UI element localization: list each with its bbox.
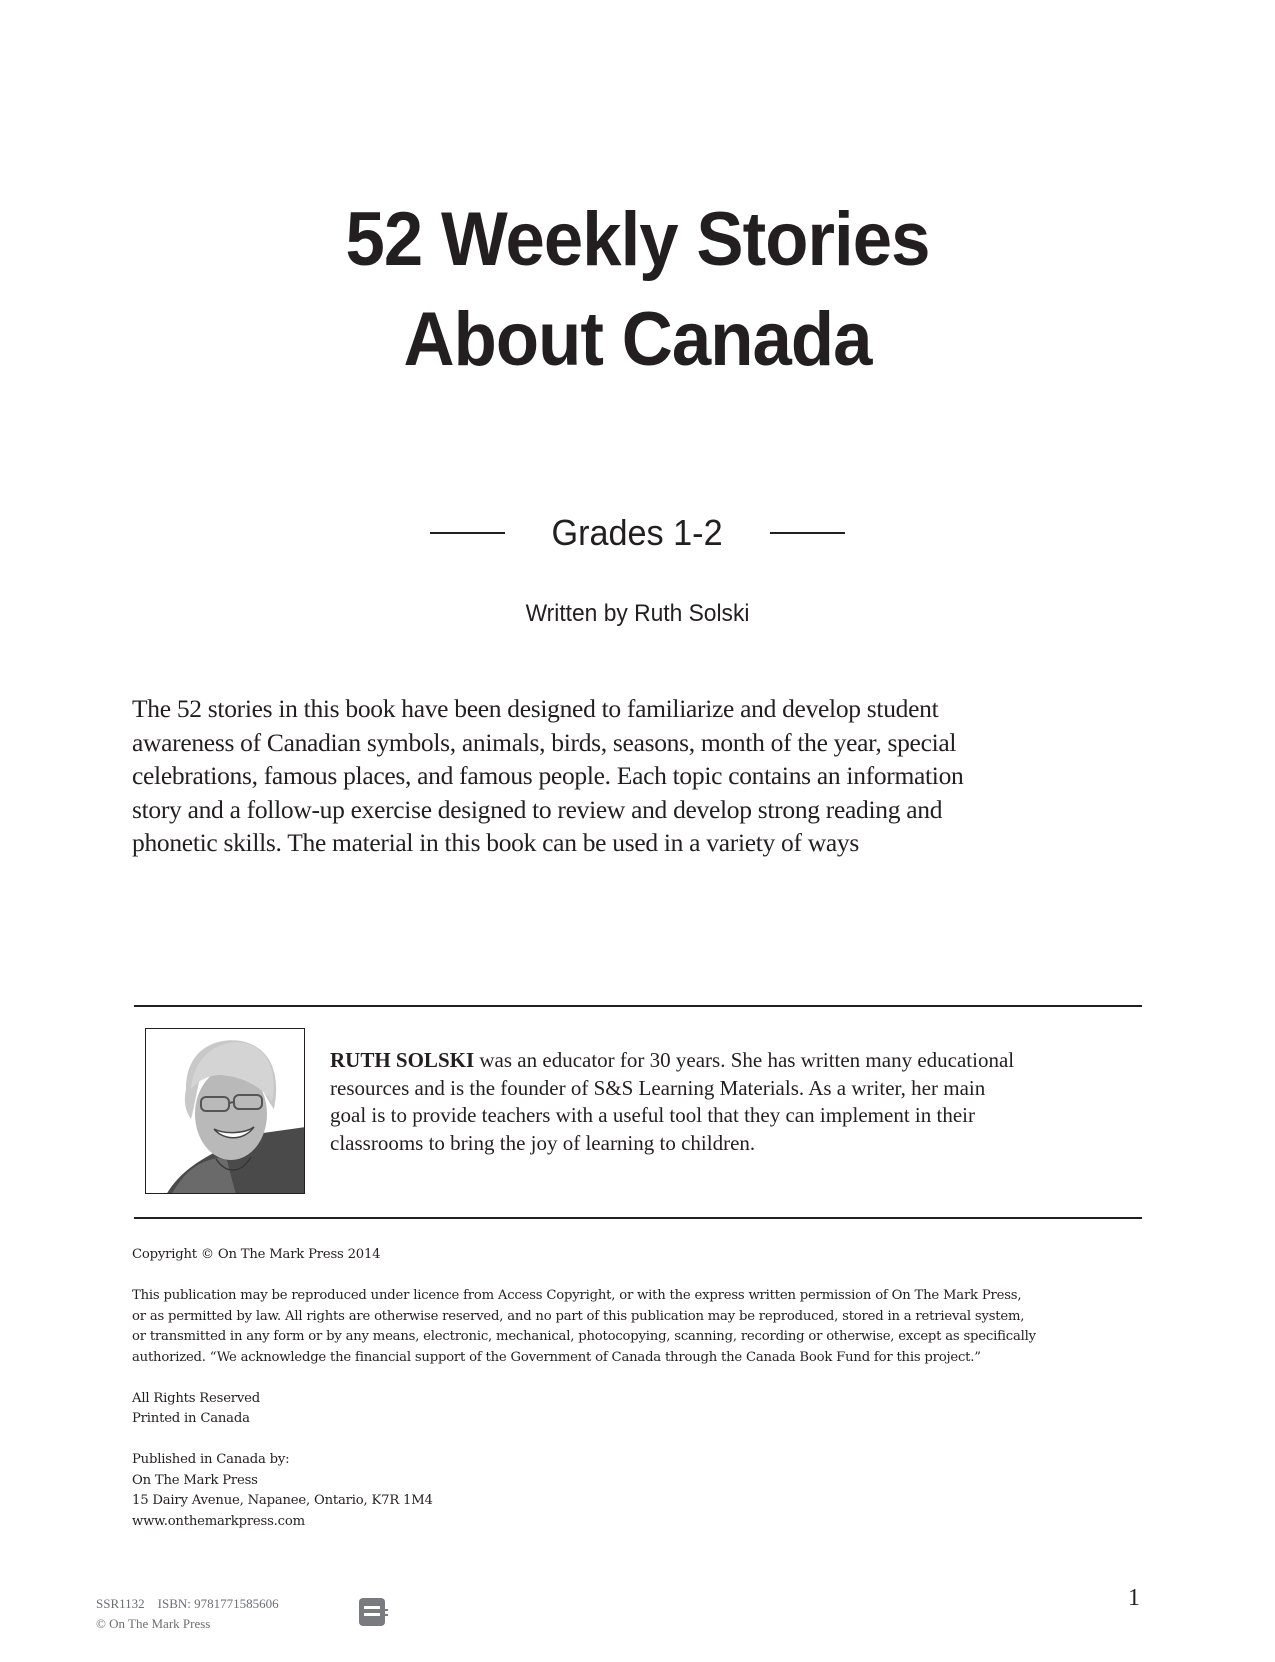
bio-author-name: RUTH SOLSKI [330, 1048, 475, 1072]
intro-line: celebrations, famous places, and famous people. Each topic contains an information [132, 761, 964, 790]
intro-line: awareness of Canadian symbols, animals, birds, seasons, month of the year, special [132, 727, 957, 757]
title-line-2: About Canada [403, 297, 872, 382]
author-byline: Written by Ruth Solski [525, 600, 750, 627]
page-number: 1 [1128, 1585, 1140, 1611]
bio-line-text: was an educator for 30 years. She has written many educational [474, 1048, 1015, 1072]
intro-line: story and a follow-up exercise designed to review and develop strong reading and [132, 794, 943, 824]
spacer [132, 1266, 1142, 1287]
left-dash-divider [430, 532, 505, 534]
intro-line: phonetic skills. The material in this book can be used in a variety of ways [132, 828, 859, 857]
document-icon [358, 1597, 392, 1627]
published-by-line: Published in Canada by: [132, 1452, 290, 1467]
spacer [132, 1430, 1142, 1451]
copyright-line: Copyright © On The Mark Press 2014 [132, 1247, 381, 1262]
rights-line: All Rights Reserved [132, 1390, 260, 1406]
bio-line: goal is to provide teachers with a useful tool that they can implement in their [330, 1103, 975, 1127]
intro-paragraph [132, 692, 1152, 860]
footer-copyright: © On The Mark Press [96, 1616, 211, 1631]
printed-line: Printed in Canada [132, 1411, 250, 1426]
notice-line: authorized. “We acknowledge the financial support of the Government of Canada through the Canada Book Fund for this project.” [132, 1349, 981, 1365]
author-portrait-icon [146, 1029, 305, 1194]
notice-line: This publication may be reproduced under licence from Access Copyright, or with the express written permission of On The Mark Press, [132, 1288, 1022, 1303]
grades-heading [0, 508, 1275, 558]
intro-line: The 52 stories in this book have been designed to familiarize and develop student [132, 694, 939, 723]
author-bio [330, 1047, 1130, 1157]
copyright-section [132, 1245, 1142, 1532]
spacer [132, 1368, 1142, 1389]
publisher-name: On The Mark Press [132, 1472, 258, 1488]
notice-line: or transmitted in any form or by any means, electronic, mechanical, photocopying, scanning, recording or otherwise, except as specifically [132, 1329, 1036, 1344]
author-photo [145, 1028, 305, 1194]
bio-bottom-rule [134, 1217, 1142, 1219]
page-footer [96, 1594, 279, 1634]
grades-label: Grades 1-2 [551, 512, 724, 553]
bio-line: resources and is the founder of S&S Learning Materials. As a writer, her main [330, 1075, 986, 1100]
bio-top-rule [134, 1005, 1142, 1007]
notice-line: or as permitted by law. All rights are otherwise reserved, and no part of this publication may be reproduced, stored in a retrieval system, [132, 1308, 1025, 1324]
bio-line [330, 1047, 1130, 1075]
footer-code-isbn: SSR1132 ISBN: 9781771585606 [96, 1596, 279, 1611]
right-dash-divider [770, 532, 845, 534]
bio-line: classrooms to bring the joy of learning to children. [330, 1130, 756, 1155]
book-title [45, 190, 1231, 390]
title-line-1: 52 Weekly Stories [345, 197, 930, 282]
publisher-website: www.onthemarkpress.com [132, 1513, 305, 1529]
publisher-address: 15 Dairy Avenue, Napanee, Ontario, K7R 1M4 [132, 1493, 433, 1508]
